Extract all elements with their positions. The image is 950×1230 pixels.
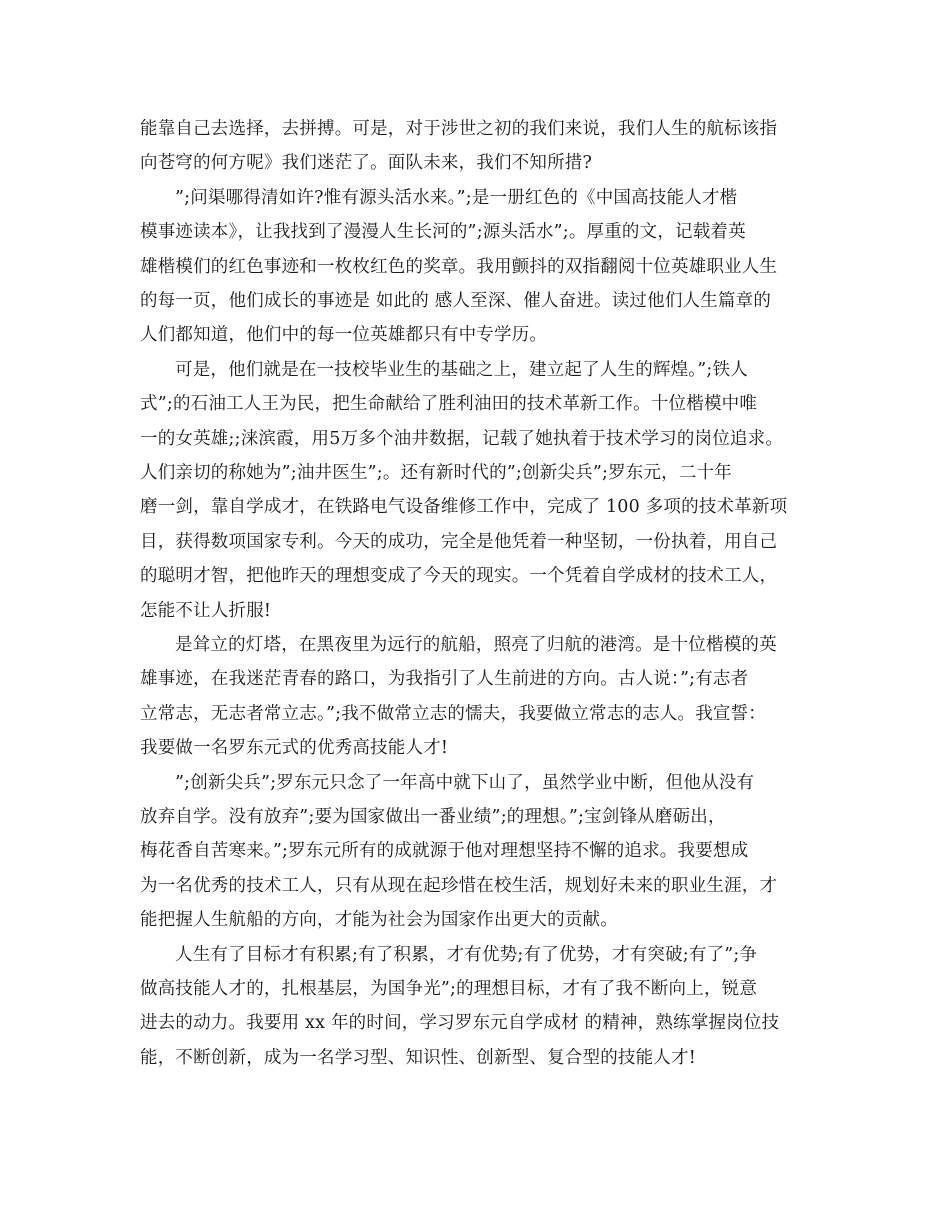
paragraph-line: 能，不断创新，成为一名学习型、知识性、创新型、复合型的技能人才! <box>140 1047 696 1068</box>
paragraph-line: 的聪明才智，把他昨天的理想变成了今天的现实。一个凭着自学成材的技术工人， <box>140 566 778 587</box>
paragraph-line: 目，获得数项国家专利。今天的成功，完全是他凭着一种坚韧，一份执着，用自己 <box>140 531 778 552</box>
paragraph-line: 立常志，无志者常立志。”;我不做常立志的懦夫，我要做立常志的志人。我宣誓： <box>140 703 766 724</box>
paragraph-line: 能靠自己去选择，去拼搏。可是，对于涉世之初的我们来说，我们人生的航标该指 <box>140 119 778 139</box>
paragraph-line: 的每一页，他们成长的事迹是 如此的 感人至深、催人奋进。读过他们人生篇章的 <box>140 291 772 311</box>
paragraph-first-line: 是耸立的灯塔，在黑夜里为远行的航船，照亮了归航的港湾。是十位楷模的英 <box>175 635 777 655</box>
paragraph-line: 人们亲切的称她为”;油井医生”;。还有新时代的”;创新尖兵”;罗东元，二十年 <box>140 463 732 483</box>
paragraph-line: 怎能不让人折服! <box>140 600 272 621</box>
paragraph-line: 放弃自学。没有放弃”;要为国家做出一番业绩”;的理想。”;宝剑锋从磨砺出， <box>140 807 726 827</box>
paragraph-line: 做高技能人才的，扎根基层，为国争光”;的理想目标，才有了我不断向上，锐意 <box>140 979 758 999</box>
paragraph-line: 我要做一名罗东元式的优秀高技能人才! <box>140 738 449 759</box>
paragraph-line: 磨一剑，靠自学成才，在铁路电气设备维修工作中，完成了 100 多项的技术革新项 <box>140 497 788 518</box>
paragraph-line: 能把握人生航船的方向，才能为社会为国家作出更大的贡献。 <box>140 910 618 931</box>
paragraph-line: 模事迹读本》，让我找到了漫漫人生长河的”;源头活水”;。厚重的文，记载着英 <box>140 222 746 243</box>
paragraph-line: 式”;的石油工人王为民，把生命献给了胜利油田的技术革新工作。十位楷模中唯 <box>140 394 758 415</box>
paragraph-first-line: ”;创新尖兵”;罗东元只念了一年高中就下山了，虽然学业中断，但他从没有 <box>175 772 755 793</box>
paragraph-line: 为一名优秀的技术工人，只有从现在起珍惜在校生活，规划好未来的职业生涯，才 <box>140 875 778 896</box>
paragraph-line: 向苍穹的何方呢》我们迷茫了。面队未来，我们不知所措? <box>140 153 593 174</box>
paragraph-line: 人们都知道，他们中的每一位英雄都只有中专学历。 <box>140 325 548 346</box>
paragraph-first-line: 人生有了目标才有积累;有了积累，才有优势;有了优势，才有突破;有了”;争 <box>175 944 758 965</box>
paragraph-first-line: 可是，他们就是在一技校毕业生的基础之上，建立起了人生的辉煌。”;铁人 <box>175 359 748 380</box>
paragraph-line: 进去的动力。我要用 xx 年的时间，学习罗东元自学成材 的精神，熟练掌握岗位技 <box>140 1013 780 1034</box>
paragraph-line: 梅花香自苦寒来。”;罗东元所有的成就源于他对理想坚持不懈的追求。我要想成 <box>140 841 749 862</box>
paragraph-line: 雄事迹，在我迷茫青春的路口，为我指引了人生前进的方向。古人说：”;有志者 <box>140 669 749 690</box>
paragraph-first-line: ”;问渠哪得清如许?惟有源头活水来。”;是一册红色的《中国高技能人才楷 <box>175 187 738 208</box>
paragraph-line: 雄楷模们的红色事迹和一枚枚红色的奖章。我用颤抖的双指翻阅十位英雄职业人生 <box>140 256 778 277</box>
paragraph-line: 一的女英雄;;涞滨霞，用5万多个油井数据，记载了她执着于技术学习的岗位追求。 <box>140 428 784 449</box>
